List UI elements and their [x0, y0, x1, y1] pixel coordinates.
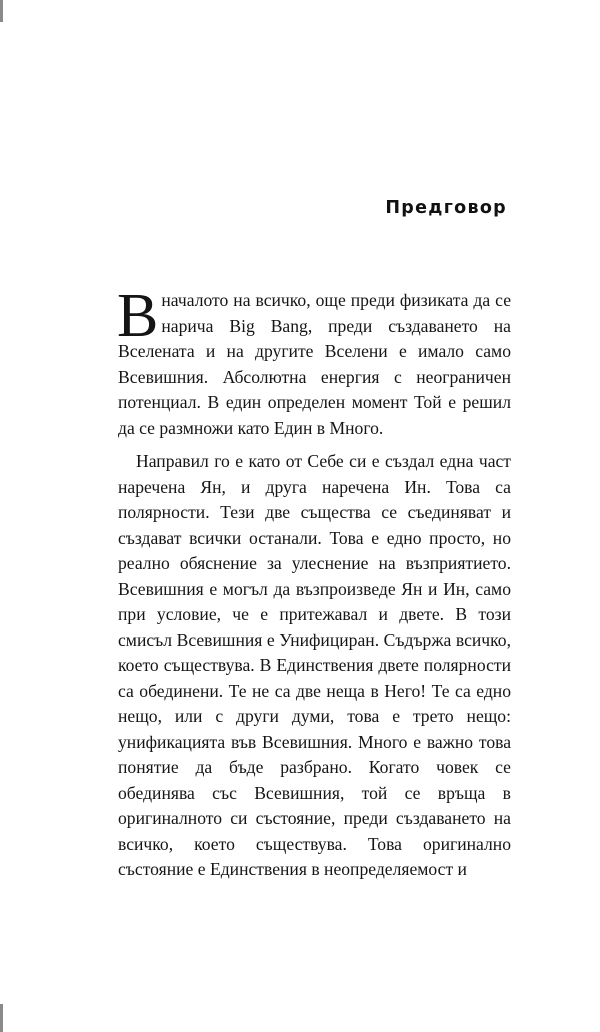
- paragraph-2: Направил го е като от Себе си е създал една част наречена Ян, и друга наречена Ин. Това са полярности. Тези две същества се съединяват и създават всички останали. Това е едно просто, но реално обяснение за улеснение на възприятието. Всевишния е могъл да възпроизведе Ян и Ин, само при условие, че е притежавал и двете. В този смисъл Всевишния е Унифициран. Съдържа всичко, което съществува. В Единствения двете полярности са обединени. Те не са две неща в Него! Те са едно нещо, или с други думи, това е трето нещо: унификацията във Всевишния. Много е важно това понятие да бъде разбрано. Когато човек се обединява със Всевишния, той се връща в оригиналното си състояние, преди създаването на всичко, което съществува. Това оригинално състояние е Единствения в неопределяемост и: [118, 451, 511, 879]
- page-edge-mark-bottom: [0, 1004, 3, 1032]
- page-edge-mark-top: [0, 0, 3, 22]
- body-text: [117, 282, 511, 883]
- drop-cap: В: [117, 282, 159, 350]
- paragraph-1: [117, 282, 511, 441]
- chapter-title: Предговор: [385, 198, 507, 218]
- paragraph-1-text: началото на всичко, още преди физиката да се нарича Big Bang, преди създаването на Вселената и на другите Вселени е имало само Всевишния. Абсолютна енергия с неограничен потенциал. В един определен момент Той е решил да се размножи като Един в Много.: [118, 290, 511, 438]
